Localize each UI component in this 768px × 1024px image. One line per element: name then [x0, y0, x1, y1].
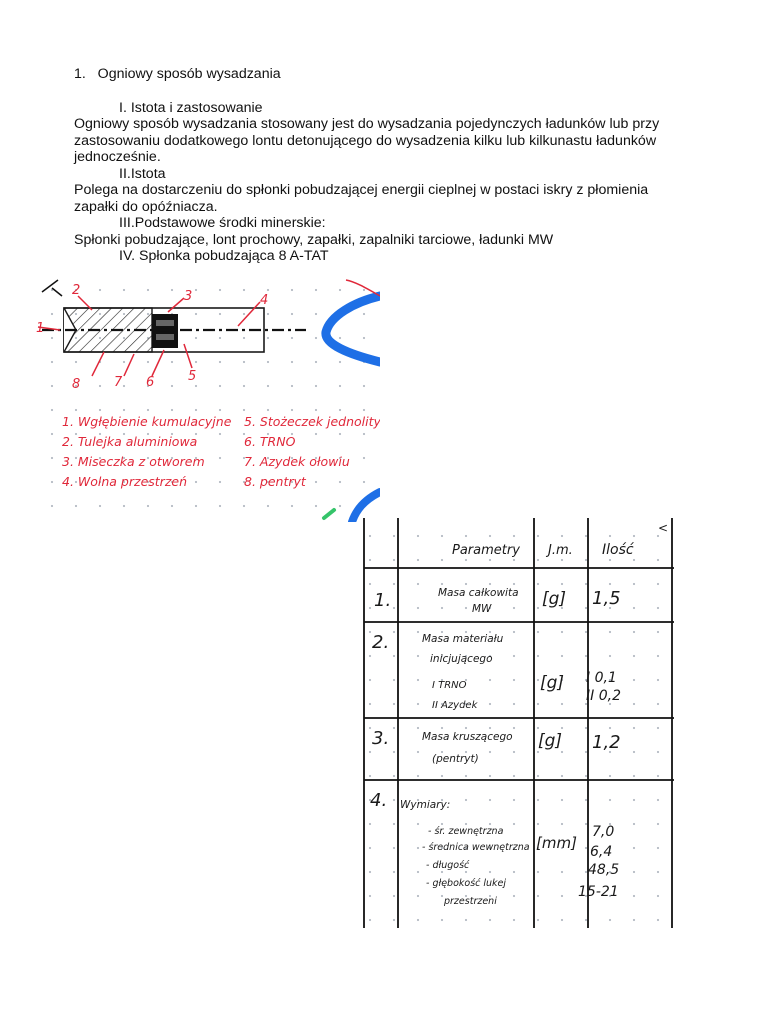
callout-1: 1: [36, 321, 45, 336]
legend-right-2: 6. TRNO: [244, 434, 296, 449]
row4-qty-4: 15-21: [578, 884, 619, 900]
row4-qty-3: 48,5: [588, 862, 620, 878]
section1-body: Ogniowy sposób wysadzania stosowany jest do wysadzania pojedynczych ładunków lub przy zastosowaniu dodatkowego lontu detonującego do wysadzenia kilku lub kilkunastu ładunków jednocześnie.: [74, 116, 660, 165]
row2-qty-1: I 0,1: [586, 670, 617, 686]
callout-2: 2: [72, 283, 81, 298]
row4-param-3: - średnica wewnętrzna: [422, 842, 530, 853]
row4-param-1: Wymiary:: [400, 799, 451, 811]
row1-qty: 1,5: [592, 588, 621, 609]
row3-param-1: Masa kruszącego: [422, 731, 513, 743]
detonator-drawing: [34, 272, 380, 522]
row3-unit: [g]: [538, 731, 563, 751]
row4-qty-1: 7,0: [592, 824, 615, 840]
legend-right-3: 7. Azydek ołowiu: [244, 454, 350, 469]
row3-no: 3.: [372, 728, 390, 749]
row4-unit: [mm]: [536, 834, 577, 852]
row2-param-2: inicjującego: [430, 653, 493, 665]
legend-left-4: 4. Wolna przestrzeń: [62, 474, 187, 489]
row2-param-3: I TRNO: [432, 680, 467, 691]
legend-right-4: 8. pentryt: [244, 474, 306, 489]
parameters-table: [352, 518, 674, 928]
detonator-sketch: [34, 272, 380, 522]
row1-param-1: Masa całkowita: [438, 587, 519, 599]
row2-param-4: II Azydek: [432, 700, 478, 711]
row3-param-2: (pentryt): [432, 753, 479, 765]
row4-param-5: - głębokość lukej: [426, 878, 507, 889]
row2-param-1: Masa materiału: [422, 633, 504, 645]
callout-7: 7: [114, 375, 123, 390]
document-text: [74, 66, 694, 265]
row1-param-2: MW: [472, 603, 492, 615]
section2-title: II.Istota: [119, 165, 166, 182]
legend-left-1: 1. Wgłębienie kumulacyjne: [62, 414, 232, 429]
row1-unit: [g]: [542, 589, 567, 609]
callout-4: 4: [260, 293, 269, 308]
corner-mark: <: [658, 521, 669, 535]
row2-qty-2: II 0,2: [586, 688, 621, 704]
callout-8: 8: [72, 377, 81, 392]
header-ilosc: Ilość: [602, 542, 634, 558]
callout-6: 6: [146, 375, 155, 390]
row1-no: 1.: [374, 590, 392, 611]
header-jm: J.m.: [548, 543, 573, 558]
row4-qty-2: 6,4: [590, 844, 613, 860]
section2-body: Polega na dostarczeniu do spłonki pobudzającej energii cieplnej w postaci iskry z płomienia zapałki do opóźniacza.: [74, 182, 649, 215]
row3-qty: 1,2: [592, 732, 621, 753]
heading-number: 1.: [74, 66, 86, 82]
row4-param-4: - długość: [426, 860, 470, 871]
section4-title: IV. Spłonka pobudzająca 8 A-TAT: [119, 248, 329, 264]
marker-stroke-blue: [326, 296, 380, 362]
legend-right-1: 5. Stożeczek jednolity: [244, 414, 380, 429]
row4-param-6: przestrzeni: [444, 896, 497, 907]
row2-unit: [g]: [540, 673, 565, 693]
section1-title: I. Istota i zastosowanie: [119, 99, 263, 116]
header-parametry: Parametry: [452, 543, 520, 558]
section3-title: III.Podstawowe środki minerskie:: [119, 215, 326, 231]
legend-left-2: 2. Tulejka aluminiowa: [62, 434, 198, 449]
callout-5: 5: [188, 369, 197, 384]
heading-line: [74, 66, 694, 83]
callout-3: 3: [184, 289, 193, 304]
legend-left-3: 3. Miseczka z otworem: [62, 454, 205, 469]
marker-stroke-red: [346, 280, 380, 296]
heading-title: Ogniowy sposób wysadzania: [97, 66, 281, 82]
row4-no: 4.: [370, 790, 388, 811]
parameters-table-drawing: [352, 518, 674, 928]
marker-stroke-green: [324, 510, 334, 518]
row2-no: 2.: [372, 632, 390, 653]
row4-param-2: - śr. zewnętrzna: [428, 826, 504, 837]
section3-body: Spłonki pobudzające, lont prochowy, zapałki, zapalniki tarciowe, ładunki MW: [74, 231, 554, 248]
